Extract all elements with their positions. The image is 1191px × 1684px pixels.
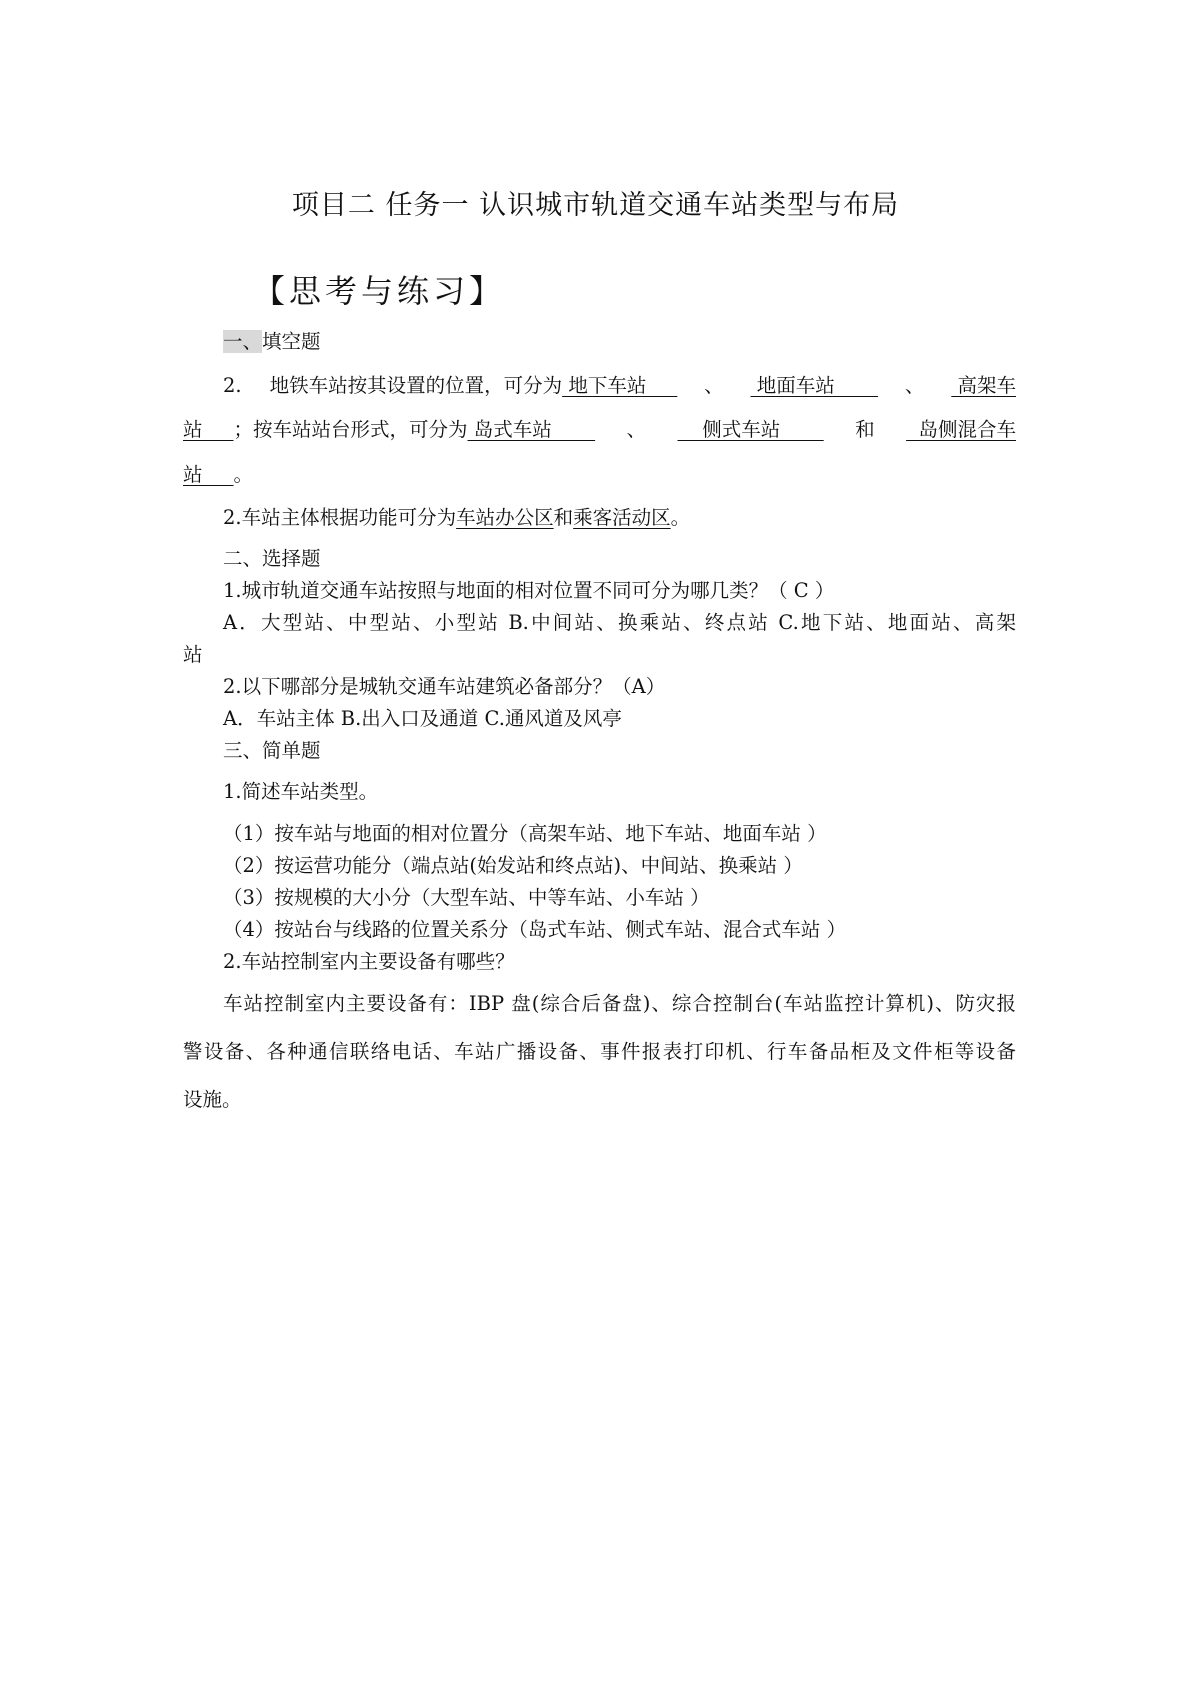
answer-blank: 站	[183, 463, 234, 486]
heading-highlight: 一、	[223, 330, 263, 353]
choice-q2: 2.以下哪部分是城轨交通车站建筑必备部分？（A）	[223, 675, 666, 698]
answer-blank: 站	[183, 418, 234, 441]
fill-blank-q1-line2: 站 ；按车站站台形式，可分为 岛式车站 、 侧式车站 和 岛侧混合车	[183, 414, 1016, 442]
answer-item-3: （3）按规模的大小分（大型车站、中等车站、小车站 ）	[223, 886, 710, 909]
short-answer-a2-line2: 警设备、各种通信联络电话、车站广播设备、事件报表打印机、行车备品柜及文件柜等设备	[183, 1040, 1016, 1063]
short-answer-q2: 2.车站控制室内主要设备有哪些？	[223, 950, 515, 973]
answer-blank: 乘客活动区	[573, 506, 671, 529]
short-answer-q1: 1.简述车站类型。	[223, 780, 379, 803]
answer-blank: 地下车站	[562, 374, 678, 397]
answer-blank: 岛式车站	[467, 418, 596, 441]
answer-blank: 岛侧混合车	[906, 418, 1016, 441]
choice-q2-options: A．车站主体 B.出入口及通道 C.通风道及风亭	[223, 707, 622, 730]
answer-item-1: （1）按车站与地面的相对位置分（高架车站、地下车站、地面车站 ）	[223, 822, 827, 845]
answer-blank: 高架车	[951, 374, 1016, 397]
short-answer-a2-line1: 车站控制室内主要设备有：IBP 盘(综合后备盘)、综合控制台(车站监控计算机)、防灾报	[223, 992, 1016, 1015]
choice-q1: 1.城市轨道交通车站按照与地面的相对位置不同可分为哪几类？（ C ）	[223, 579, 835, 602]
short-answer-a2-line3: 设施。	[183, 1088, 242, 1111]
choice-heading: 二、选择题	[223, 547, 321, 570]
answer-blank: 车站办公区	[456, 506, 554, 529]
fill-blank-q2: 2.车站主体根据功能可分为车站办公区和乘客活动区。	[223, 506, 691, 529]
section-heading: 【思考与练习】	[253, 272, 506, 310]
answer-item-2: （2）按运营功能分（端点站(始发站和终点站)、中间站、换乘站 ）	[223, 854, 803, 877]
page-title: 项目二 任务一 认识城市轨道交通车站类型与布局	[291, 190, 900, 221]
choice-q1-options: A．大型站、中型站、小型站 B.中间站、换乘站、终点站 C.地下站、地面站、高架	[223, 611, 1016, 634]
answer-blank: 地面车站	[750, 374, 879, 397]
short-answer-heading: 三、简单题	[223, 739, 321, 762]
answer-blank: 侧式车站	[677, 418, 824, 441]
answer-item-4: （4）按站台与线路的位置关系分（岛式车站、侧式车站、混合式车站 ）	[223, 918, 847, 941]
choice-q1-options-cont: 站	[183, 643, 203, 666]
fill-blank-heading: 一、填空题	[223, 330, 321, 353]
fill-blank-q1-line1: 2. 地铁车站按其设置的位置，可分为 地下车站 、 地面车站 、 高架车	[223, 370, 1016, 398]
fill-blank-q1-line3: 站 。	[183, 463, 254, 486]
